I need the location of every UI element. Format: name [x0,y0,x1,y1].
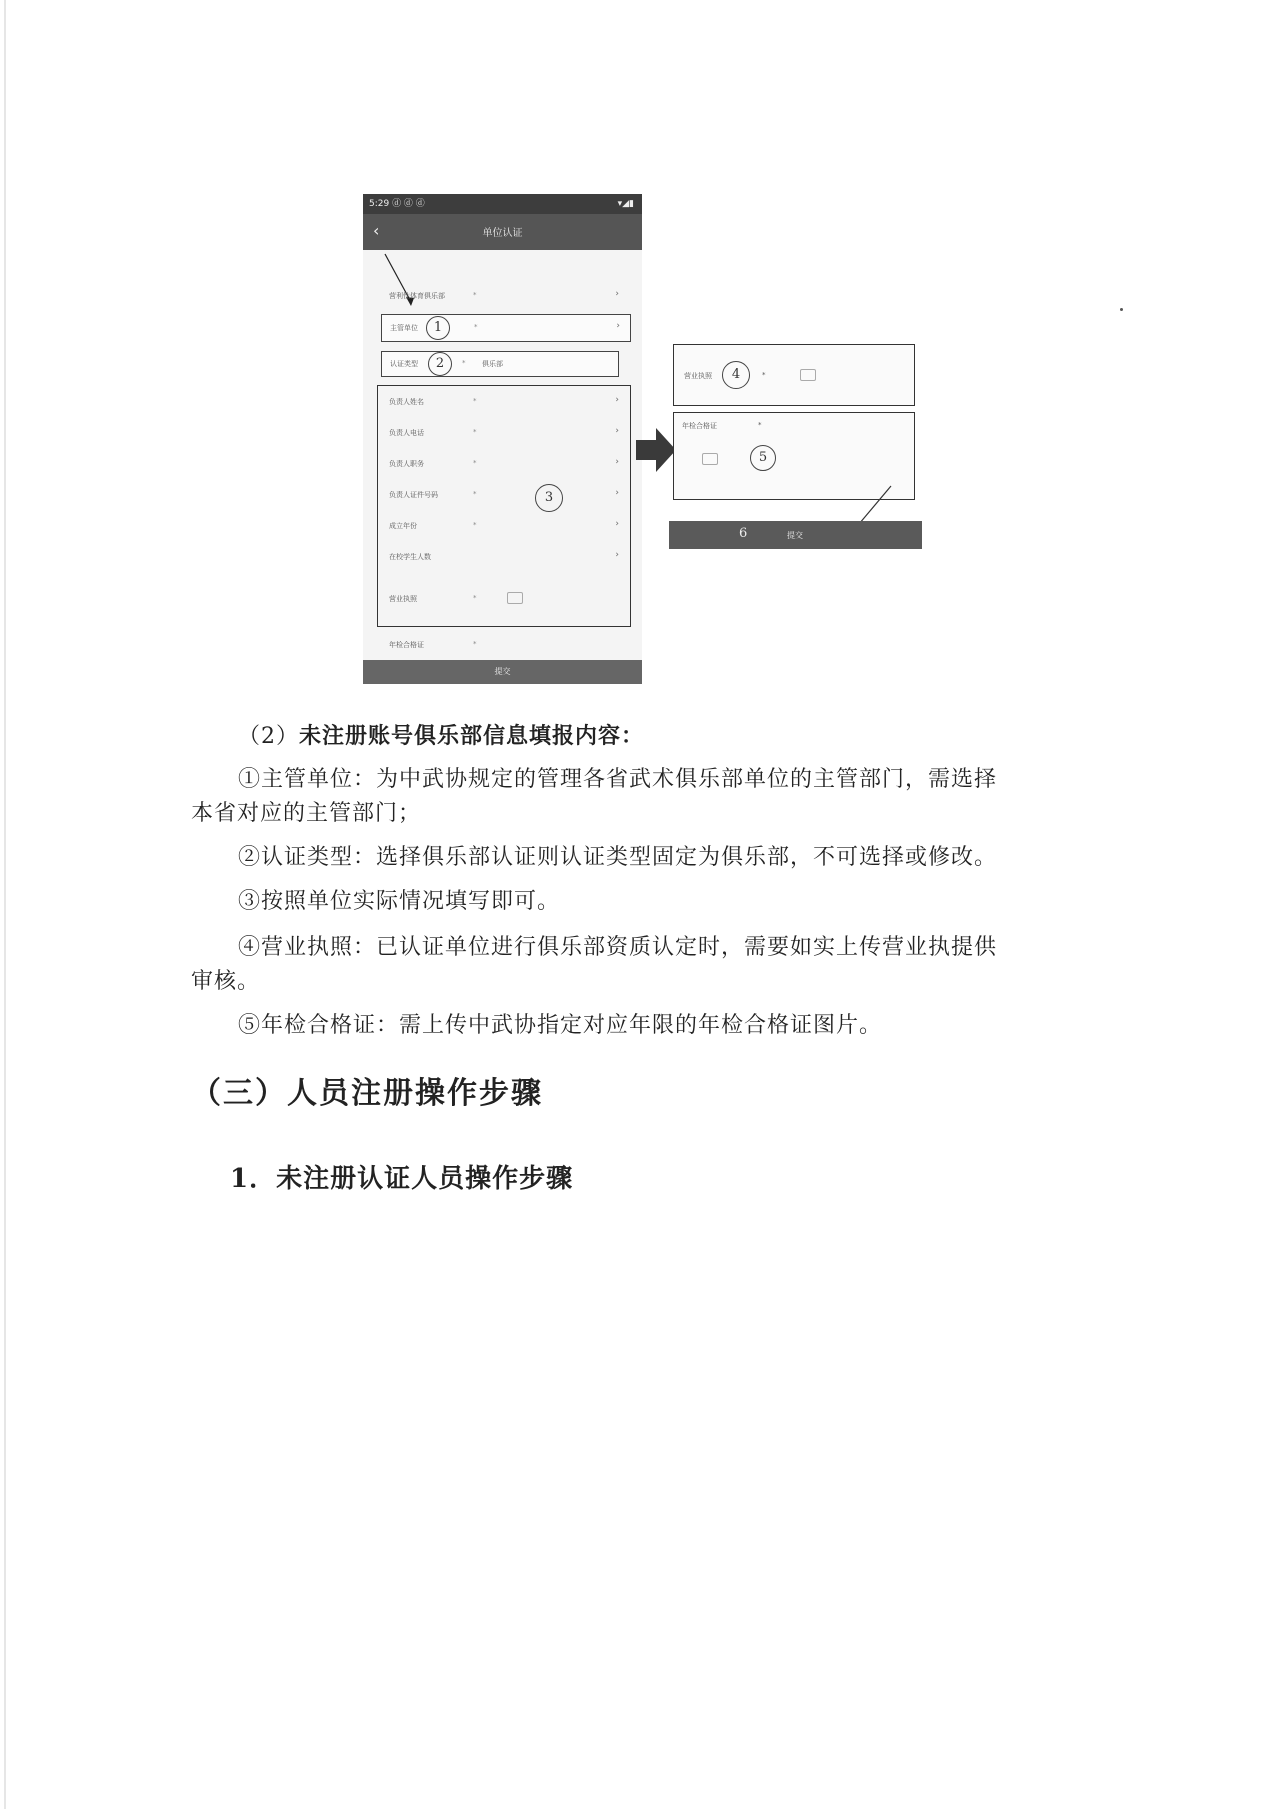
required-star: * [473,459,477,467]
required-star: * [762,371,766,379]
marker-1: 1 [426,316,450,340]
item-4-line-2: 审核。 [191,969,261,994]
section-subheading [238,718,1080,755]
subheading-prefix: （2） [238,724,299,749]
section-heading: （三）人员注册操作步骤 [191,1076,543,1111]
row-leader-title[interactable] [381,453,629,475]
marker-2: 2 [428,352,452,376]
business-license-box[interactable] [673,344,915,406]
required-star: * [473,490,477,498]
camera-icon[interactable] [507,592,523,604]
item-4-line-1: ④营业执照：已认证单位进行俱乐部资质认定时，需要如实上传营业执提供 [238,935,998,960]
row-supervising-unit[interactable] [381,314,631,342]
row-club-type[interactable] [381,285,629,307]
required-star: * [474,323,478,331]
required-star: * [473,594,477,602]
license-label: 营业执照 [684,372,712,380]
row-annual-cert[interactable] [381,634,629,656]
required-star: * [473,521,477,529]
item-5: ⑤年检合格证：需上传中武协指定对应年限的年检合格证图片。 [238,1013,883,1038]
row-label: 在校学生人数 [389,553,431,561]
continued-form-panel [669,340,922,550]
submit-button[interactable]: 提交 [363,660,642,684]
scan-speck [1120,308,1123,311]
item-3: ③按照单位实际情况填写即可。 [238,889,561,914]
chevron-right-icon: › [615,457,619,467]
camera-icon[interactable] [800,369,816,381]
row-label: 成立年份 [389,522,417,530]
row-leader-name[interactable] [381,391,629,413]
chevron-right-icon: › [615,519,619,529]
marker-4: 4 [722,361,750,389]
marker-6: 6 [739,526,748,541]
row-student-count[interactable] [381,546,629,568]
row-label: 负责人职务 [389,460,424,468]
phone-screenshot [363,194,642,684]
camera-icon[interactable] [702,453,718,465]
chevron-right-icon: › [615,488,619,498]
required-star: * [473,640,477,648]
row-label: 主管单位 [390,324,418,332]
row-cert-type[interactable] [381,351,619,377]
required-star: * [473,291,477,299]
chevron-right-icon: › [615,395,619,405]
required-star: * [758,421,762,429]
page-edge [4,0,6,1809]
row-label: 认证类型 [390,360,418,368]
required-star: * [473,397,477,405]
subheading-title: 未注册账号俱乐部信息填报内容： [299,723,645,749]
screen-title: 单位认证 [482,228,523,239]
chevron-right-icon: › [615,426,619,436]
row-label: 营利性体育俱乐部 [389,292,445,300]
row-founding-year[interactable] [381,515,629,537]
chevron-right-icon: › [615,550,619,560]
row-label: 负责人电话 [389,429,424,437]
row-label: 营业执照 [389,595,417,603]
step-heading: 1．未注册认证人员操作步骤 [230,1164,574,1194]
marker-5: 5 [750,445,776,471]
item-1-line-2: 本省对应的主管部门； [191,801,422,826]
row-label: 负责人姓名 [389,398,424,406]
row-label: 年检合格证 [389,641,424,649]
required-star: * [473,428,477,436]
status-time: 5:29 ⓓ ⓓ ⓓ [369,199,425,209]
back-arrow-icon[interactable]: ‹ [373,221,380,240]
row-leader-id[interactable] [381,484,629,506]
chevron-right-icon: › [615,289,619,299]
marker-3: 3 [535,484,563,512]
chevron-right-icon: › [616,321,620,331]
row-value: 俱乐部 [482,360,503,368]
signal-battery-icon: ▾◢▮ [617,199,634,209]
required-star: * [462,359,466,367]
annotation-arrow [363,194,642,334]
item-1-line-1: ①主管单位：为中武协规定的管理各省武术俱乐部单位的主管部门，需选择 [238,767,998,792]
row-label: 负责人证件号码 [389,491,438,499]
submit-label: 提交 [787,531,803,540]
row-business-license[interactable] [381,588,629,610]
item-2: ②认证类型：选择俱乐部认证则认证类型固定为俱乐部，不可选择或修改。 [238,845,998,870]
cert-label: 年检合格证 [682,422,717,430]
panel-submit-button[interactable] [669,521,922,549]
row-leader-phone[interactable] [381,422,629,444]
